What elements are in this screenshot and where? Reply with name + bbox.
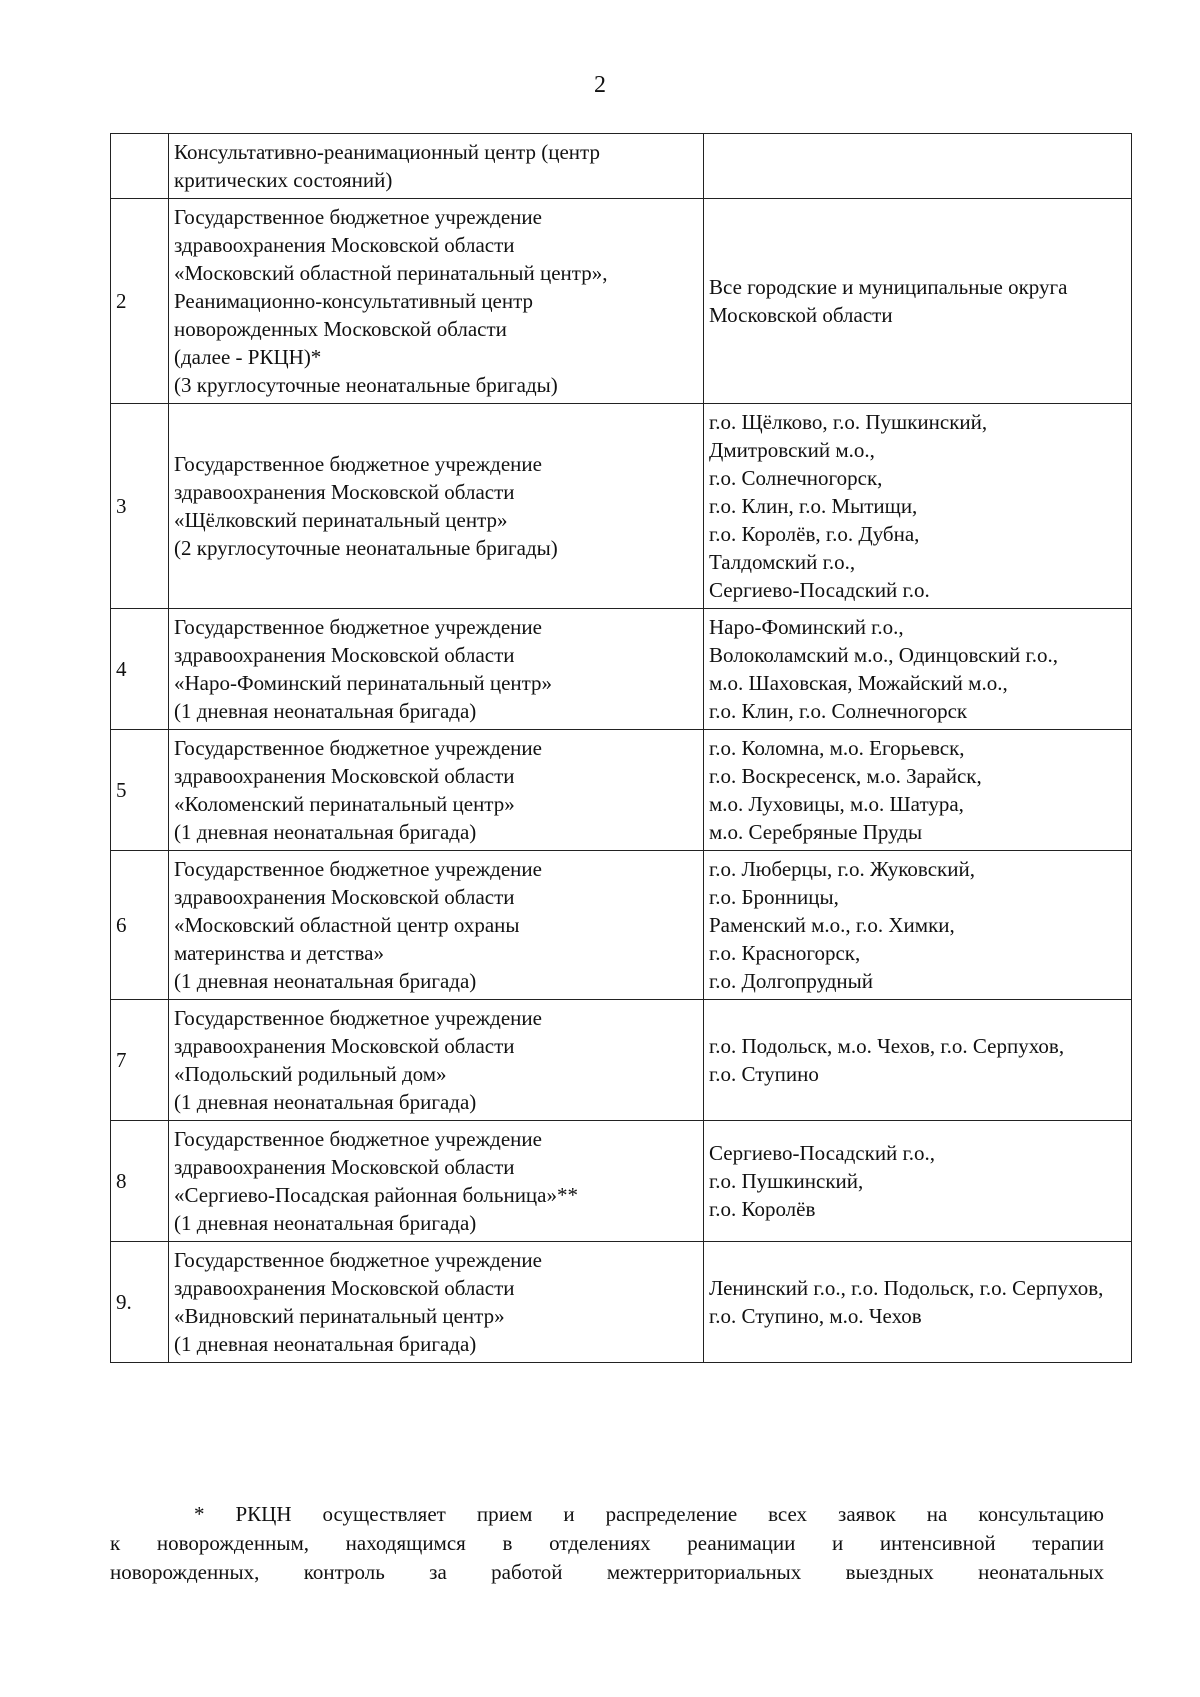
institution-line: «Московский областной центр охраны [174, 913, 520, 937]
institution-cell [169, 404, 704, 609]
service-area-line: Московской области [709, 303, 893, 327]
service-area-cell [704, 134, 1132, 199]
institution-line: (2 круглосуточные неонатальные бригады) [174, 536, 558, 560]
institution-line: «Московский областной перинатальный центр», [174, 261, 608, 285]
service-area-line: г.о. Воскресенск, м.о. Зарайск, [709, 764, 982, 788]
institution-cell [169, 1000, 704, 1121]
institution-line: «Наро-Фоминский перинатальный центр» [174, 671, 553, 695]
service-area-line: г.о. Пушкинский, [709, 1169, 864, 1193]
service-area-line: Дмитровский м.о., [709, 438, 875, 462]
footnote-line: * РКЦН осуществляет прием и распределение всех заявок на консультацию [194, 1502, 1104, 1526]
service-area-line: г.о. Королёв [709, 1197, 816, 1221]
service-area-line: Волоколамский м.о., Одинцовский г.о., [709, 643, 1059, 667]
service-area-line: Все городские и муниципальные округа [709, 275, 1068, 299]
institution-line: Государственное бюджетное учреждение [174, 452, 542, 476]
institution-line: здравоохранения Московской области [174, 233, 515, 257]
institution-line: «Сергиево-Посадская районная больница»** [174, 1183, 578, 1207]
institution-line: Реанимационно-консультативный центр [174, 289, 534, 313]
table-row [111, 609, 1132, 730]
footnote [110, 1500, 1104, 1587]
row-number-cell: 3 [111, 404, 169, 609]
service-area-line: г.о. Щёлково, г.о. Пушкинский, [709, 410, 988, 434]
institution-line: Государственное бюджетное учреждение [174, 1127, 542, 1151]
row-number-cell: 4 [111, 609, 169, 730]
table-body [111, 134, 1132, 1363]
institution-line: здравоохранения Московской области [174, 480, 515, 504]
institution-line: «Подольский родильный дом» [174, 1062, 447, 1086]
service-area-line: г.о. Солнечногорск, [709, 466, 883, 490]
service-area-line: г.о. Королёв, г.о. Дубна, [709, 522, 920, 546]
institution-line: (1 дневная неонатальная бригада) [174, 969, 477, 993]
institution-cell [169, 609, 704, 730]
institution-cell [169, 730, 704, 851]
institution-line: Государственное бюджетное учреждение [174, 205, 542, 229]
service-area-line: Сергиево-Посадский г.о. [709, 578, 930, 602]
service-area-cell [704, 1121, 1132, 1242]
institution-line: (3 круглосуточные неонатальные бригады) [174, 373, 558, 397]
row-number-cell: 7 [111, 1000, 169, 1121]
institution-line: (1 дневная неонатальная бригада) [174, 1211, 477, 1235]
footnote-line: к новорожденным, находящимся в отделениях реанимации и интенсивной терапии [110, 1531, 1104, 1555]
institution-line: (1 дневная неонатальная бригада) [174, 1332, 477, 1356]
service-area-line: Наро-Фоминский г.о., [709, 615, 904, 639]
institution-line: Государственное бюджетное учреждение [174, 1248, 542, 1272]
institution-line: здравоохранения Московской области [174, 1276, 515, 1300]
institution-line: (1 дневная неонатальная бригада) [174, 699, 477, 723]
institution-line: (далее - РКЦН)* [174, 345, 322, 369]
institution-line: здравоохранения Московской области [174, 764, 515, 788]
institution-line: материнства и детства» [174, 941, 384, 965]
institution-line: Консультативно-реанимационный центр (центр [174, 140, 600, 164]
table-row [111, 404, 1132, 609]
service-area-cell [704, 851, 1132, 1000]
institution-cell [169, 1121, 704, 1242]
institution-line: (1 дневная неонатальная бригада) [174, 820, 477, 844]
institution-line: (1 дневная неонатальная бригада) [174, 1090, 477, 1114]
institution-line: здравоохранения Московской области [174, 885, 515, 909]
institution-line: «Щёлковский перинатальный центр» [174, 508, 508, 532]
service-area-line: г.о. Красногорск, [709, 941, 861, 965]
table-row [111, 134, 1132, 199]
institution-line: Государственное бюджетное учреждение [174, 857, 542, 881]
row-number-cell [111, 134, 169, 199]
service-area-cell [704, 1000, 1132, 1121]
service-area-cell [704, 199, 1132, 404]
table-row [111, 1242, 1132, 1363]
institution-line: здравоохранения Московской области [174, 1034, 515, 1058]
table-row [111, 199, 1132, 404]
service-area-line: м.о. Шаховская, Можайский м.о., [709, 671, 1008, 695]
service-area-line: Сергиево-Посадский г.о., [709, 1141, 936, 1165]
institution-line: Государственное бюджетное учреждение [174, 1006, 542, 1030]
service-area-line: г.о. Люберцы, г.о. Жуковский, [709, 857, 975, 881]
table-row [111, 1000, 1132, 1121]
service-area-line: г.о. Бронницы, [709, 885, 839, 909]
row-number-cell: 8 [111, 1121, 169, 1242]
institution-line: здравоохранения Московской области [174, 643, 515, 667]
institution-line: здравоохранения Московской области [174, 1155, 515, 1179]
service-area-cell [704, 1242, 1132, 1363]
service-area-cell [704, 730, 1132, 851]
service-area-cell [704, 404, 1132, 609]
page-number: 2 [594, 72, 606, 98]
table-row [111, 730, 1132, 851]
service-area-line: г.о. Подольск, м.о. Чехов, г.о. Серпухов, [709, 1034, 1065, 1058]
service-area-line: г.о. Долгопрудный [709, 969, 874, 993]
service-area-line: г.о. Коломна, м.о. Егорьевск, [709, 736, 965, 760]
institution-line: критических состояний) [174, 168, 393, 192]
row-number-cell: 5 [111, 730, 169, 851]
service-area-line: Раменский м.о., г.о. Химки, [709, 913, 955, 937]
institution-line: «Коломенский перинатальный центр» [174, 792, 515, 816]
institution-cell [169, 1242, 704, 1363]
service-area-line: г.о. Ступино, м.о. Чехов [709, 1304, 922, 1328]
service-area-line: м.о. Серебряные Пруды [709, 820, 923, 844]
row-number-cell: 6 [111, 851, 169, 1000]
table-row [111, 851, 1132, 1000]
institution-line: новорожденных Московской области [174, 317, 507, 341]
organizations-table [110, 133, 1132, 1363]
institution-cell [169, 851, 704, 1000]
institution-cell [169, 199, 704, 404]
service-area-line: Талдомский г.о., [709, 550, 856, 574]
service-area-line: Ленинский г.о., г.о. Подольск, г.о. Серпухов, [709, 1276, 1104, 1300]
institution-line: Государственное бюджетное учреждение [174, 615, 542, 639]
row-number-cell: 2 [111, 199, 169, 404]
table-row [111, 1121, 1132, 1242]
footnote-line: новорожденных, контроль за работой межтерриториальных выездных неонатальных [110, 1560, 1104, 1584]
service-area-line: м.о. Луховицы, м.о. Шатура, [709, 792, 964, 816]
service-area-cell [704, 609, 1132, 730]
service-area-line: г.о. Клин, г.о. Мытищи, [709, 494, 918, 518]
service-area-line: г.о. Ступино [709, 1062, 819, 1086]
institution-line: «Видновский перинатальный центр» [174, 1304, 505, 1328]
service-area-line: г.о. Клин, г.о. Солнечногорск [709, 699, 968, 723]
institution-cell [169, 134, 704, 199]
institution-line: Государственное бюджетное учреждение [174, 736, 542, 760]
row-number-cell: 9. [111, 1242, 169, 1363]
